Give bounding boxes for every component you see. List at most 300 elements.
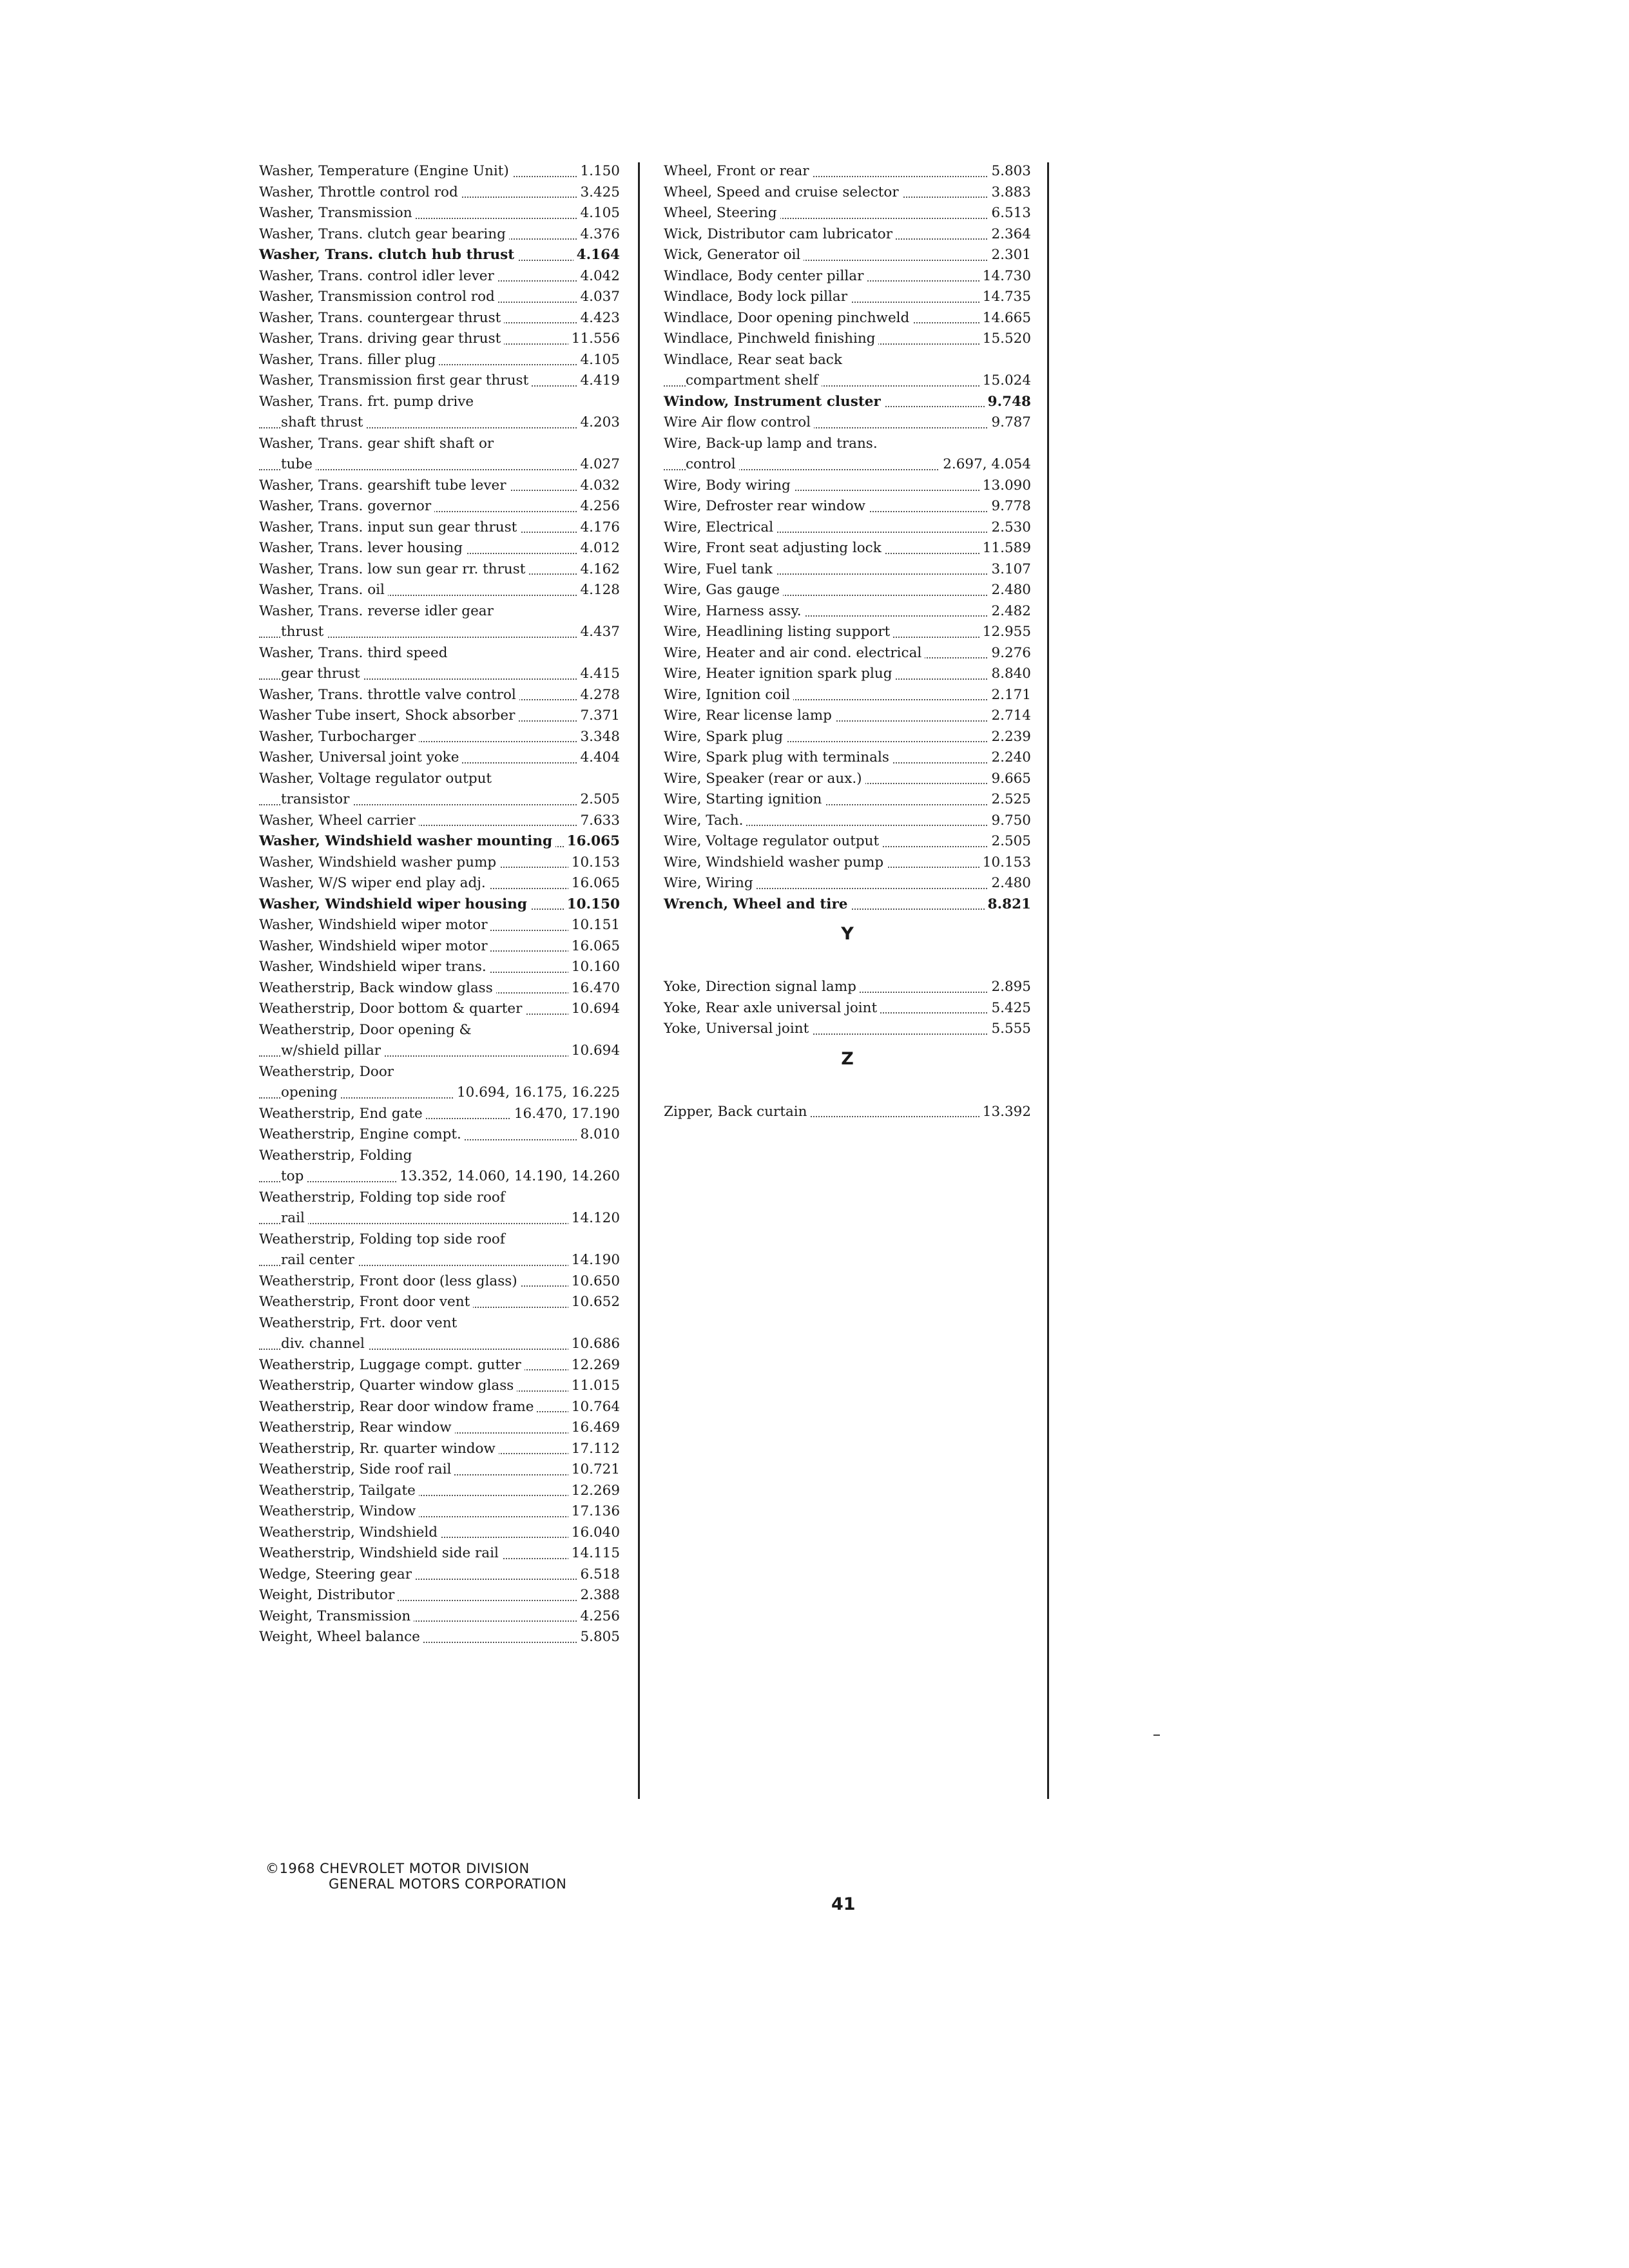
entry-page-ref: 2.239: [988, 727, 1031, 748]
index-entry: [259, 1376, 620, 1397]
entry-term: thrust: [281, 624, 327, 640]
index-entry: [664, 747, 1031, 769]
entry-term: Wick, Generator oil: [664, 247, 804, 263]
index-entry: [664, 664, 1031, 685]
entry-page-ref: 10.694: [568, 999, 620, 1020]
index-entry: [259, 915, 620, 936]
entry-term: tube: [281, 456, 316, 472]
index-entry: [259, 245, 620, 266]
entry-page-ref: 10.160: [568, 957, 620, 978]
index-entry: [664, 538, 1031, 559]
index-entry: [259, 957, 620, 978]
entry-page-ref: 2.364: [988, 224, 1031, 245]
index-list-y: [664, 977, 1031, 1040]
entry-page-ref: 10.694: [568, 1041, 620, 1062]
entry-page-ref: 2.480: [988, 873, 1031, 894]
entry-page-ref: 2.697, 4.054: [940, 454, 1031, 476]
entry-term: Yoke, Universal joint: [664, 1021, 812, 1037]
entry-page-ref: 2.505: [577, 789, 620, 811]
entry-term: Wire, Back-up lamp and trans.: [664, 436, 881, 452]
entry-page-ref: 2.530: [988, 517, 1031, 539]
entry-term: transistor: [281, 791, 352, 807]
entry-term: Washer, Windshield wiper housing: [259, 896, 530, 912]
index-entry: [259, 1501, 620, 1523]
entry-term: Wire, Heater ignition spark plug: [664, 666, 896, 682]
entry-term: Weatherstrip, End gate: [259, 1106, 426, 1122]
entry-term: gear thrust: [281, 666, 363, 682]
index-entry: [664, 203, 1031, 224]
entry-page-ref: 2.482: [988, 601, 1031, 622]
index-entry: [259, 1229, 620, 1251]
entry-term: Weatherstrip, Quarter window glass: [259, 1378, 517, 1394]
entry-term: Washer, Throttle control rod: [259, 184, 461, 200]
index-entry: [664, 643, 1031, 664]
entry-term: Windlace, Body center pillar: [664, 268, 867, 284]
entry-page-ref: 7.371: [577, 706, 620, 727]
entry-term: Wire, Front seat adjusting lock: [664, 540, 885, 556]
entry-term: Washer, W/S wiper end play adj.: [259, 875, 489, 891]
entry-term: Wedge, Steering gear: [259, 1566, 415, 1582]
index-entry: [259, 769, 620, 790]
index-entry: [259, 873, 620, 894]
entry-page-ref: 10.686: [568, 1334, 620, 1355]
entry-term: Weatherstrip, Folding top side roof: [259, 1231, 508, 1247]
entry-term: Washer, Windshield washer pump: [259, 854, 499, 870]
entry-page-ref: 3.107: [988, 559, 1031, 581]
entry-term: Washer, Trans. clutch hub thrust: [259, 247, 517, 263]
entry-page-ref: 10.650: [568, 1271, 620, 1293]
index-entry: [664, 496, 1031, 517]
entry-page-ref: 4.128: [577, 580, 620, 601]
index-entry: [259, 622, 620, 643]
copyright-line-2: GENERAL MOTORS CORPORATION: [329, 1876, 567, 1892]
entry-term: Wire, Harness assy.: [664, 603, 805, 619]
entry-term: Washer, Trans. lever housing: [259, 540, 466, 556]
stray-mark: [1153, 1735, 1160, 1736]
entry-page-ref: 8.821: [985, 894, 1031, 916]
index-entry: [664, 412, 1031, 434]
entry-term: Washer, Trans. frt. pump drive: [259, 394, 477, 410]
index-entry: [259, 685, 620, 706]
index-entry: [664, 266, 1031, 287]
entry-page-ref: 11.589: [979, 538, 1031, 559]
index-entry: [664, 685, 1031, 706]
entry-page-ref: 6.518: [577, 1564, 620, 1586]
entry-page-ref: 9.750: [988, 811, 1031, 832]
index-entry: [259, 1627, 620, 1648]
entry-page-ref: 4.278: [577, 685, 620, 706]
entry-term: Weatherstrip, Tailgate: [259, 1483, 419, 1499]
entry-page-ref: 16.065: [564, 831, 620, 852]
index-entry: [259, 789, 620, 811]
index-entry: [664, 811, 1031, 832]
index-list-z: [664, 1102, 1031, 1123]
entry-page-ref: 8.010: [577, 1124, 620, 1146]
index-entry: [259, 392, 620, 413]
entry-page-ref: 4.203: [577, 412, 620, 434]
entry-page-ref: 9.778: [988, 496, 1031, 517]
entry-term: Wire, Voltage regulator output: [664, 833, 882, 849]
entry-page-ref: 13.352, 14.060, 14.190, 14.260: [396, 1166, 620, 1187]
entry-term: Washer, Voltage regulator output: [259, 771, 495, 787]
index-entry: [664, 1102, 1031, 1123]
entry-page-ref: 10.151: [568, 915, 620, 936]
entry-page-ref: 4.037: [577, 287, 620, 308]
index-entry: [259, 203, 620, 224]
entry-page-ref: 4.256: [577, 496, 620, 517]
index-entry: [259, 580, 620, 601]
index-entry: [664, 998, 1031, 1019]
index-entry: [259, 1418, 620, 1439]
index-entry: [664, 308, 1031, 329]
entry-page-ref: 14.665: [979, 308, 1031, 329]
entry-page-ref: 4.415: [577, 664, 620, 685]
index-entry: [259, 664, 620, 685]
entry-page-ref: 4.027: [577, 454, 620, 476]
index-entry: [259, 329, 620, 350]
entry-term: Weatherstrip, Front door (less glass): [259, 1273, 521, 1289]
index-entry: [259, 1459, 620, 1481]
index-entry: [259, 1250, 620, 1271]
entry-page-ref: 4.105: [577, 203, 620, 224]
entry-page-ref: 4.437: [577, 622, 620, 643]
entry-term: Weatherstrip, Door opening &: [259, 1022, 475, 1038]
index-entry: [259, 1062, 620, 1083]
entry-term: control: [686, 456, 739, 472]
index-entry: [259, 412, 620, 434]
index-entry: [259, 1585, 620, 1606]
entry-page-ref: 3.348: [577, 727, 620, 748]
entry-term: Weatherstrip, Back window glass: [259, 980, 496, 996]
entry-term: Washer, Trans. clutch gear bearing: [259, 226, 509, 242]
index-entry: [664, 831, 1031, 852]
index-entry: [259, 601, 620, 622]
entry-term: Window, Instrument cluster: [664, 394, 884, 410]
entry-page-ref: 15.024: [979, 370, 1031, 392]
entry-term: Weatherstrip, Front door vent: [259, 1294, 473, 1310]
index-entry: [259, 1082, 620, 1104]
index-entry: [259, 1187, 620, 1209]
entry-term: Washer, Windshield wiper trans.: [259, 959, 490, 975]
entry-page-ref: 5.555: [988, 1019, 1031, 1040]
index-entry: [259, 747, 620, 769]
index-entry: [664, 769, 1031, 790]
entry-term: Wire, Starting ignition: [664, 791, 825, 807]
index-column-left: [259, 161, 620, 1648]
entry-term: Wrench, Wheel and tire: [664, 896, 851, 912]
entry-term: Washer, Windshield washer mounting: [259, 833, 555, 849]
index-entry: [664, 977, 1031, 998]
entry-page-ref: 16.065: [568, 936, 620, 957]
index-entry: [664, 852, 1031, 874]
index-entry: [259, 559, 620, 581]
index-entry: [664, 517, 1031, 539]
entry-page-ref: 2.480: [988, 580, 1031, 601]
entry-page-ref: 7.633: [577, 811, 620, 832]
entry-page-ref: 10.694, 16.175, 16.225: [454, 1082, 620, 1104]
entry-term: Weatherstrip, Door: [259, 1064, 397, 1080]
dot-leader: [259, 1223, 620, 1224]
index-entry: [259, 517, 620, 539]
entry-term: Washer, Trans. driving gear thrust: [259, 331, 504, 347]
index-entry: [664, 559, 1031, 581]
entry-page-ref: 16.469: [568, 1418, 620, 1439]
index-entry: [259, 811, 620, 832]
entry-page-ref: 4.404: [577, 747, 620, 769]
entry-term: Weatherstrip, Rear door window frame: [259, 1399, 537, 1415]
entry-term: rail center: [281, 1252, 358, 1268]
entry-page-ref: 2.301: [988, 245, 1031, 266]
column-divider-right: [1047, 162, 1049, 1799]
index-entry: [664, 161, 1031, 182]
entry-page-ref: 10.150: [564, 894, 620, 916]
index-entry: [664, 245, 1031, 266]
entry-term: Washer, Windshield wiper motor: [259, 938, 490, 954]
entry-page-ref: 15.520: [979, 329, 1031, 350]
index-entry: [259, 936, 620, 957]
entry-term: Weatherstrip, Folding: [259, 1148, 415, 1164]
entry-term: Zipper, Back curtain: [664, 1104, 811, 1120]
entry-term: Wire, Fuel tank: [664, 561, 776, 577]
entry-page-ref: 5.805: [577, 1627, 620, 1648]
entry-term: Washer, Trans. third speed: [259, 645, 450, 661]
entry-term: Washer, Trans. gearshift tube lever: [259, 477, 510, 494]
index-entry: [259, 706, 620, 727]
entry-term: Wire, Spark plug: [664, 729, 786, 745]
entry-page-ref: 4.162: [577, 559, 620, 581]
entry-term: Wire, Electrical: [664, 519, 776, 535]
index-entry: [664, 224, 1031, 245]
index-entry: [664, 392, 1031, 413]
entry-page-ref: 11.556: [568, 329, 620, 350]
index-entry: [664, 370, 1031, 392]
index-entry: [664, 622, 1031, 643]
entry-term: w/shield pillar: [281, 1043, 384, 1059]
entry-page-ref: 2.505: [988, 831, 1031, 852]
entry-term: Yoke, Direction signal lamp: [664, 979, 860, 995]
index-entry: [664, 182, 1031, 204]
index-entry: [664, 1019, 1031, 1040]
index-entry: [259, 1439, 620, 1460]
entry-page-ref: 17.112: [568, 1439, 620, 1460]
entry-page-ref: 14.190: [568, 1250, 620, 1271]
entry-term: Wire, Ignition coil: [664, 687, 793, 703]
index-entry: [664, 873, 1031, 894]
index-entry: [259, 1355, 620, 1376]
index-entry: [259, 454, 620, 476]
entry-term: Washer, Transmission first gear thrust: [259, 372, 532, 389]
entry-page-ref: 16.065: [568, 873, 620, 894]
index-entry: [259, 1606, 620, 1628]
index-entry: [259, 1313, 620, 1334]
entry-term: Wire, Headlining listing support: [664, 624, 893, 640]
index-entry: [259, 350, 620, 371]
copyright-notice: [265, 1861, 566, 1892]
entry-page-ref: 5.803: [988, 161, 1031, 182]
index-entry: [259, 308, 620, 329]
section-letter-y: Y: [841, 924, 854, 944]
entry-term: Weatherstrip, Windshield: [259, 1524, 441, 1541]
entry-term: Weatherstrip, Window: [259, 1503, 419, 1519]
entry-page-ref: 9.748: [985, 392, 1031, 413]
entry-term: Weight, Distributor: [259, 1587, 398, 1603]
entry-term: Weatherstrip, Rear window: [259, 1419, 455, 1436]
entry-term: Wire, Speaker (rear or aux.): [664, 771, 865, 787]
entry-page-ref: 16.040: [568, 1523, 620, 1544]
index-entry: [664, 350, 1031, 371]
entry-page-ref: 14.115: [568, 1543, 620, 1564]
entry-term: Wheel, Front or rear: [664, 163, 813, 179]
entry-page-ref: 2.714: [988, 706, 1031, 727]
index-entry: [664, 789, 1031, 811]
entry-page-ref: 4.105: [577, 350, 620, 371]
entry-page-ref: 2.240: [988, 747, 1031, 769]
index-entry: [259, 266, 620, 287]
entry-term: opening: [281, 1084, 341, 1100]
index-entry: [259, 852, 620, 874]
entry-term: Washer, Universal joint yoke: [259, 749, 462, 765]
index-entry: [664, 706, 1031, 727]
index-entry: [259, 1208, 620, 1229]
section-letter-z: Z: [841, 1048, 854, 1069]
index-entry: [259, 1564, 620, 1586]
index-entry: [664, 727, 1031, 748]
index-entry: [259, 1104, 620, 1125]
entry-page-ref: 4.012: [577, 538, 620, 559]
entry-term: Wire, Heater and air cond. electrical: [664, 645, 925, 661]
index-entry: [259, 1124, 620, 1146]
entry-page-ref: 12.269: [568, 1355, 620, 1376]
entry-term: Weatherstrip, Folding top side roof: [259, 1189, 508, 1206]
index-entry: [259, 1334, 620, 1355]
entry-term: Wire, Wiring: [664, 875, 757, 891]
entry-page-ref: 5.425: [988, 998, 1031, 1019]
entry-term: compartment shelf: [686, 372, 822, 389]
entry-term: top: [281, 1168, 307, 1184]
entry-term: Washer, Wheel carrier: [259, 812, 419, 829]
index-entry: [259, 476, 620, 497]
index-list-w: [664, 161, 1031, 915]
entry-page-ref: 16.470: [568, 978, 620, 999]
entry-term: Washer, Trans. countergear thrust: [259, 310, 504, 326]
entry-page-ref: 12.269: [568, 1481, 620, 1502]
entry-page-ref: 9.787: [988, 412, 1031, 434]
entry-page-ref: 1.150: [577, 161, 620, 182]
entry-term: Wheel, Steering: [664, 205, 780, 221]
entry-term: Wire Air flow control: [664, 414, 814, 430]
entry-term: Weatherstrip, Engine compt.: [259, 1126, 465, 1142]
entry-term: Weight, Transmission: [259, 1608, 414, 1624]
index-entry: [664, 601, 1031, 622]
entry-term: Washer, Trans. filler plug: [259, 352, 439, 368]
entry-page-ref: 12.955: [979, 622, 1031, 643]
index-entry: [664, 476, 1031, 497]
entry-term: Washer, Trans. reverse idler gear: [259, 603, 497, 619]
entry-term: Weatherstrip, Windshield side rail: [259, 1545, 502, 1561]
entry-term: Weatherstrip, Luggage compt. gutter: [259, 1357, 525, 1373]
index-entry: [259, 1397, 620, 1418]
index-entry: [259, 1271, 620, 1293]
index-entry: [664, 434, 1031, 455]
index-entry: [259, 1523, 620, 1544]
entry-term: Washer, Temperature (Engine Unit): [259, 163, 512, 179]
index-entry: [259, 1041, 620, 1062]
entry-page-ref: 3.425: [577, 182, 620, 204]
index-column-right: [664, 161, 1031, 1122]
index-entry: [259, 161, 620, 182]
entry-page-ref: 10.764: [568, 1397, 620, 1418]
page-number: 41: [831, 1894, 856, 1914]
index-entry: [259, 182, 620, 204]
entry-page-ref: 17.136: [568, 1501, 620, 1523]
entry-term: Washer, Trans. low sun gear rr. thrust: [259, 561, 528, 577]
index-entry: [259, 1543, 620, 1564]
copyright-line-1: ©1968 CHEVROLET MOTOR DIVISION: [265, 1861, 530, 1876]
entry-term: Wire, Spark plug with terminals: [664, 749, 892, 765]
entry-term: Wire, Body wiring: [664, 477, 794, 494]
index-entry: [664, 580, 1031, 601]
entry-term: Wire, Tach.: [664, 812, 746, 829]
entry-term: rail: [281, 1210, 308, 1226]
entry-term: Washer, Trans. governor: [259, 498, 434, 514]
entry-term: Weatherstrip, Frt. door vent: [259, 1315, 460, 1331]
index-entry: [259, 370, 620, 392]
entry-page-ref: 10.652: [568, 1292, 620, 1313]
index-entry: [664, 329, 1031, 350]
entry-term: Windlace, Body lock pillar: [664, 289, 851, 305]
index-entry: [664, 287, 1031, 308]
entry-page-ref: 9.665: [988, 769, 1031, 790]
index-entry: [259, 1166, 620, 1187]
entry-term: Wire, Rear license lamp: [664, 707, 835, 724]
index-entry: [259, 434, 620, 455]
entry-term: Wire, Defroster rear window: [664, 498, 869, 514]
entry-term: Wick, Distributor cam lubricator: [664, 226, 896, 242]
index-entry: [664, 454, 1031, 476]
entry-page-ref: 4.419: [577, 370, 620, 392]
index-entry: [259, 727, 620, 748]
entry-term: Windlace, Door opening pinchweld: [664, 310, 912, 326]
entry-term: Washer, Trans. gear shift shaft or: [259, 436, 497, 452]
entry-term: Windlace, Rear seat back: [664, 352, 845, 368]
entry-page-ref: 13.392: [979, 1102, 1031, 1123]
entry-page-ref: 9.276: [988, 643, 1031, 664]
entry-page-ref: 4.042: [577, 266, 620, 287]
column-divider-left: [638, 162, 640, 1799]
entry-page-ref: 4.176: [577, 517, 620, 539]
entry-term: Windlace, Pinchweld finishing: [664, 331, 878, 347]
index-entry: [259, 999, 620, 1020]
entry-page-ref: 3.883: [988, 182, 1031, 204]
index-entry: [259, 894, 620, 916]
entry-page-ref: 10.153: [568, 852, 620, 874]
entry-page-ref: 14.735: [979, 287, 1031, 308]
entry-term: Weatherstrip, Door bottom & quarter: [259, 1001, 525, 1017]
entry-term: Washer, Trans. oil: [259, 582, 388, 598]
index-entry: [259, 1481, 620, 1502]
entry-page-ref: 4.423: [577, 308, 620, 329]
entry-term: Washer, Transmission: [259, 205, 416, 221]
entry-page-ref: 4.376: [577, 224, 620, 245]
index-entry: [259, 224, 620, 245]
entry-page-ref: 2.895: [988, 977, 1031, 998]
entry-term: Washer Tube insert, Shock absorber: [259, 707, 518, 724]
entry-page-ref: 10.153: [979, 852, 1031, 874]
entry-term: Weight, Wheel balance: [259, 1629, 423, 1645]
entry-term: Washer, Windshield wiper motor: [259, 917, 490, 933]
index-entry: [259, 1020, 620, 1041]
index-entry: [259, 496, 620, 517]
